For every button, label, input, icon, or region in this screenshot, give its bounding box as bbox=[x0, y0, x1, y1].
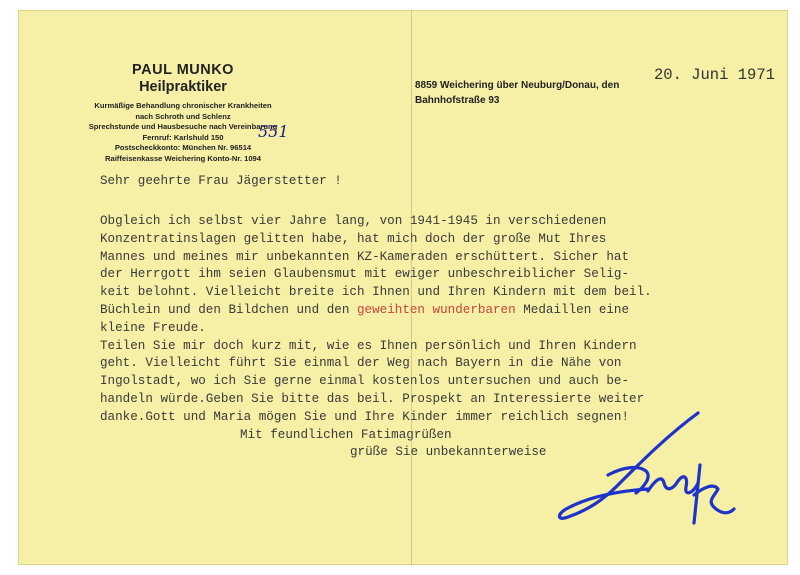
sender-name: PAUL MUNKO bbox=[132, 62, 234, 78]
body-line: Konzentratinslagen gelitten habe, hat mich doch der große Mut Ihres bbox=[100, 231, 607, 246]
body-line: der Herrgott ihm seien Glaubensmut mit ewiger unbeschreiblicher Selig- bbox=[100, 267, 630, 282]
address-line-1: 8859 Weichering über Neuburg/Donau, den bbox=[415, 80, 620, 91]
closing-line: Mit feundlichen Fatimagrüßen bbox=[240, 427, 452, 442]
body-text-segment: Medaillen eine bbox=[515, 302, 630, 317]
letterhead-line-3: Sprechstunde und Hausbesuche nach Vereinbarung bbox=[88, 122, 278, 131]
body-line: keit belohnt. Vielleicht breite ich Ihnen und Ihren Kindern mit dem beil. bbox=[100, 285, 652, 300]
letterhead bbox=[58, 62, 308, 164]
body-line: Ingolstadt, wo ich Sie gerne einmal kostenlos untersuchen und auch be- bbox=[100, 374, 630, 389]
handwritten-phone-number: 551 bbox=[258, 121, 289, 141]
signature-stroke bbox=[694, 486, 734, 513]
letter-page bbox=[18, 10, 788, 565]
body-line: kleine Freude. bbox=[100, 320, 206, 335]
body-text-segment: Büchlein und den Bildchen und den bbox=[100, 302, 357, 317]
letterhead-phone: Fernruf: Karlshuld 150 bbox=[142, 132, 224, 142]
letterhead-line-1: Kurmäßige Behandlung chronischer Krankheiten bbox=[94, 101, 272, 110]
sender-title: Heilpraktiker bbox=[139, 79, 227, 95]
body-line: Obgleich ich selbst vier Jahre lang, von 1941-1945 in verschiedenen bbox=[100, 214, 607, 228]
signature bbox=[548, 405, 748, 535]
body-line bbox=[100, 302, 790, 320]
body-line: geht. Vielleicht führt Sie einmal der Weg nach Bayern in die Nähe von bbox=[100, 356, 622, 371]
body-line: Teilen Sie mir doch kurz mit, wie es Ihnen persönlich und Ihren Kindern bbox=[100, 338, 637, 353]
salutation: Sehr geehrte Frau Jägerstetter ! bbox=[100, 174, 342, 188]
red-text-highlight: geweihten wunderbaren bbox=[356, 302, 516, 317]
letter-date: 20. Juni 1971 bbox=[654, 66, 775, 84]
letterhead-bank: Raiffeisenkasse Weichering Konto-Nr. 1094 bbox=[104, 153, 261, 163]
signature-stroke bbox=[648, 477, 698, 493]
body-line: handeln würde.Geben Sie bitte das beil. Prospekt an Interessierte weiter bbox=[100, 391, 645, 406]
closing-line: grüße Sie unbekannterweise bbox=[350, 445, 547, 460]
sender-address bbox=[415, 78, 619, 108]
body-line: danke.Gott und Maria mögen Sie und Ihre Kinder immer reichlich segnen! bbox=[100, 409, 630, 424]
letterhead-postscheck: Postscheckkonto: München Nr. 96514 bbox=[114, 143, 252, 152]
address-line-2: Bahnhofstraße 93 bbox=[415, 95, 500, 106]
letterhead-line-2: nach Schroth und Schlenz bbox=[135, 111, 231, 121]
body-line: Mannes und meines mir unbekannten KZ-Kameraden erschüttert. Sicher hat bbox=[100, 249, 630, 264]
signature-stroke bbox=[559, 413, 698, 518]
